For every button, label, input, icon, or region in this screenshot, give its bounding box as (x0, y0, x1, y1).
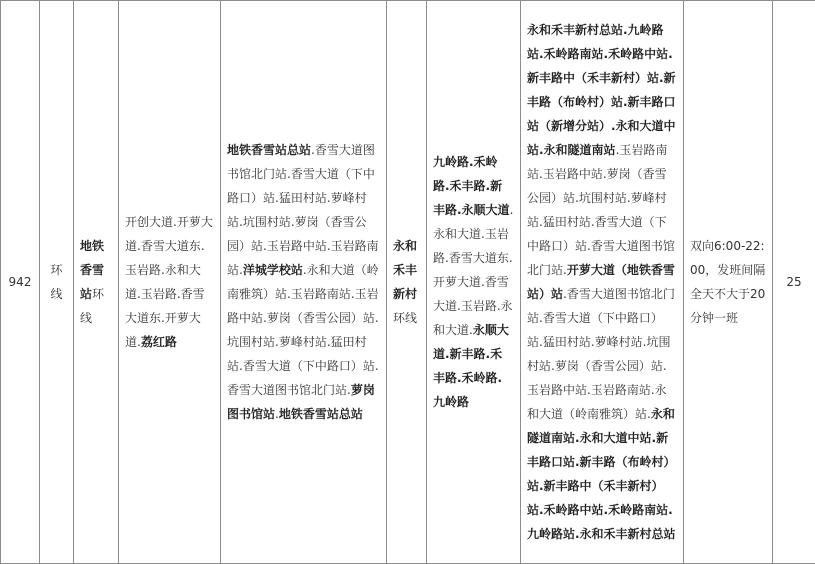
stop-count-cell (773, 1, 815, 564)
bold-text-run: 地铁香雪站总站 (227, 143, 312, 157)
main-roads-cell (119, 1, 221, 564)
stops-list-outbound-cell (221, 1, 387, 564)
text-run: 开创大道.开萝大道.香雪大道东.玉岩路.永和大道.玉岩路.香雪大道东.开萝大道. (125, 215, 213, 349)
bold-text-run: 永顺大道.新丰路.禾丰路.禾岭路.九岭路 (433, 323, 509, 409)
main-roads-return-cell (427, 1, 521, 564)
bold-text-run: 开萝大道（地铁香雪站）站 (527, 263, 675, 301)
bold-text-run: 萝岗图书馆站 (227, 383, 375, 421)
bold-text-run: 九岭路.禾岭路.禾丰路.新丰路.永顺大道 (433, 155, 510, 217)
origin-cell (74, 1, 119, 564)
bold-text-run: 永和禾丰新村总站.九岭路站.禾岭路南站.禾岭路中站.新丰路中（禾丰新村）站.新丰路（布岭村）站.新丰路口站（新增分站）.永和大道中站.永和隧道南站 (527, 23, 676, 157)
route-number-cell (1, 1, 40, 564)
bold-text-run: 永和隧道南站.永和大道中站.新丰路口站.新丰路（布岭村）站.新丰路中（禾丰新村）站.禾岭路中站.禾岭路南站.九岭路站.永和禾丰新村总站 (527, 407, 676, 541)
bold-text-run: 地铁香雪站 (80, 239, 105, 301)
text-run: 环线 (80, 287, 105, 325)
schedule-text: 双向6:00-22:00，发班间隔全天不大于20分钟一班 (690, 239, 766, 325)
text-run: .香雪大道图书馆北门站.香雪大道（下中路口）站.猛田村站.萝峰村站.坑围村站.萝岗（香雪公园）站.玉岩路中站.玉岩路南站.永和大道（岭南雅筑）站. (527, 287, 675, 421)
text-run: . (275, 407, 279, 421)
table-row (1, 1, 815, 564)
text-run: .香雪大道图书馆北门站.香雪大道（下中路口）站.猛田村站.萝峰村站.坑围村站.萝岗（香雪公园）站.玉岩路中站.玉岩路南站. (227, 143, 379, 277)
text-run: .永和大道（岭南雅筑）站.玉岩路南站.玉岩路中站.萝岗（香雪公园）站.坑围村站.萝峰村站.猛田村站.香雪大道（下中路口）站.香雪大道图书馆北门站. (227, 263, 379, 397)
bold-text-run: 洋城学校站 (242, 263, 303, 277)
route-type-cell (40, 1, 74, 564)
text-run: 环线 (393, 311, 418, 325)
stops-list-return-cell (521, 1, 684, 564)
text-run: .玉岩路南站.玉岩路中站.萝岗（香雪公园）站.坑围村站.萝峰村站.猛田村站.香雪大道（下中路口）站.香雪大道图书馆北门站. (527, 143, 675, 277)
terminus-cell (387, 1, 427, 564)
bold-text-run: 地铁香雪站总站 (278, 407, 363, 421)
bold-text-run: 荔红路 (140, 335, 177, 349)
route-number: 942 (8, 275, 32, 289)
route-type: 环线 (50, 263, 63, 301)
schedule-cell (684, 1, 773, 564)
text-run: .永和大道.玉岩路.香雪大道东.开萝大道.香雪大道.玉岩路.永和大道. (433, 203, 514, 337)
stop-count: 25 (786, 275, 802, 289)
bold-text-run: 永和禾丰新村 (393, 239, 418, 301)
